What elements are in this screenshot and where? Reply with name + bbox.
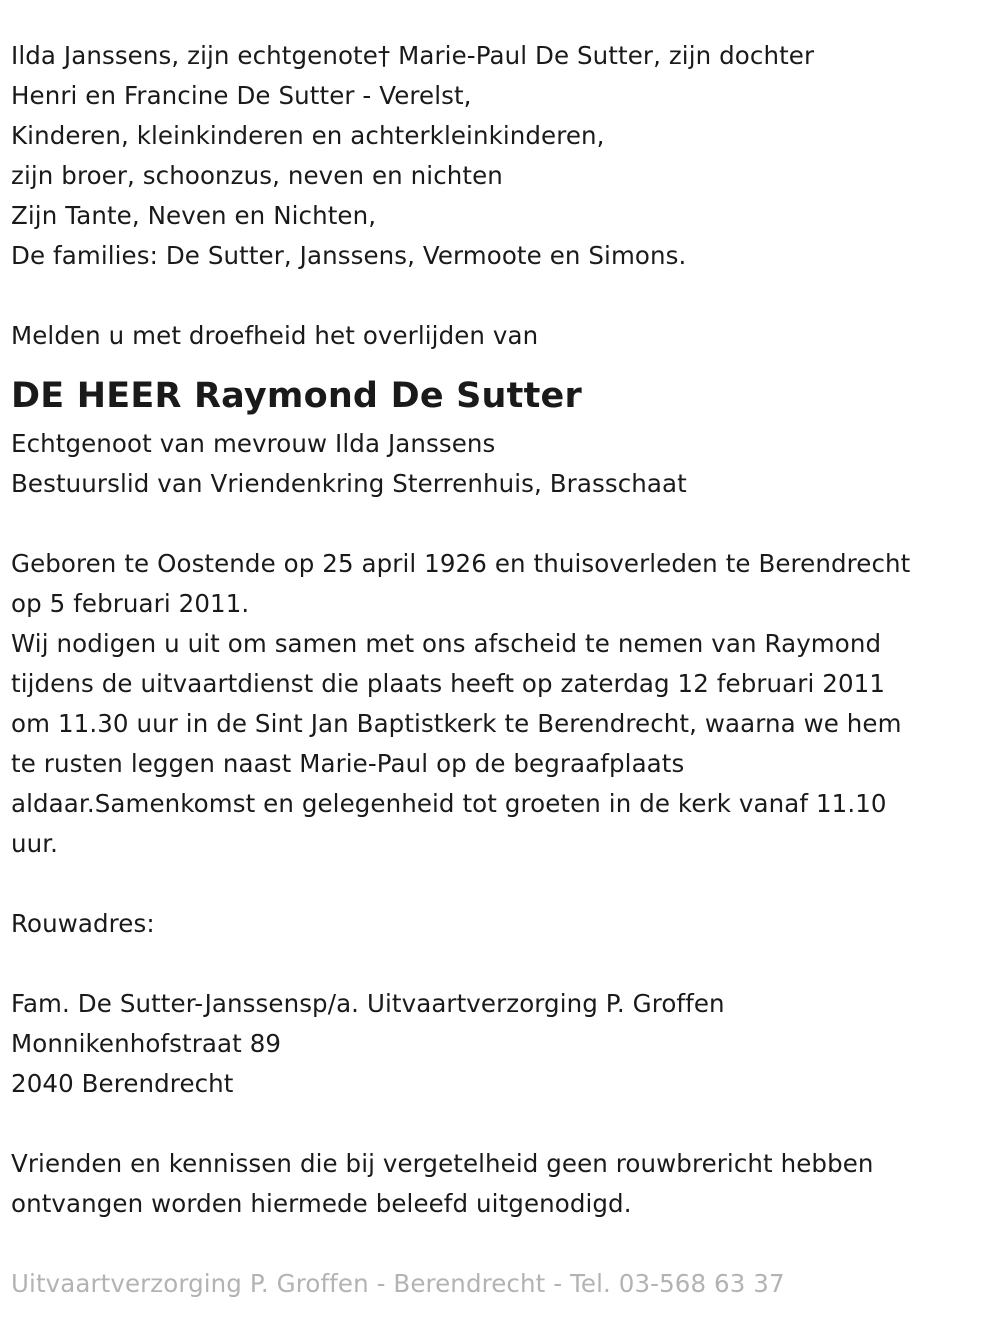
family-line-1: Ilda Janssens, zijn echtgenote† Marie-Paul De Sutter, zijn dochter <box>11 41 815 70</box>
details-line-1: Geboren te Oostende op 25 april 1926 en thuisoverleden te Berendrecht <box>11 549 911 578</box>
funeral-home-footer: Uitvaartverzorging P. Groffen - Berendrecht - Tel. 03-568 63 37 <box>11 1269 785 1298</box>
spacer <box>11 1104 991 1144</box>
family-line-2: Henri en Francine De Sutter - Verelst, <box>11 81 472 110</box>
family-line-5: Zijn Tante, Neven en Nichten, <box>11 201 377 230</box>
spacer <box>11 864 991 904</box>
details-line-2: op 5 februari 2011. <box>11 589 250 618</box>
deceased-role: Bestuurslid van Vriendenkring Sterrenhuis, Brasschaat <box>11 469 687 498</box>
address-heading: Rouwadres: <box>11 909 155 938</box>
deceased-name: DE HEER Raymond De Sutter <box>11 376 582 416</box>
address-line-2: Monnikenhofstraat 89 <box>11 1029 282 1058</box>
address-line-3: 2040 Berendrecht <box>11 1069 234 1098</box>
closing-line-1: Vrienden en kennissen die bij vergetelheid geen rouwbrericht hebben <box>11 1149 874 1178</box>
announcement-text: Melden u met droefheid het overlijden van <box>11 321 539 350</box>
details-line-7: aldaar.Samenkomst en gelegenheid tot groeten in de kerk vanaf 11.10 <box>11 789 887 818</box>
closing-line-2: ontvangen worden hiermede beleefd uitgenodigd. <box>11 1189 632 1218</box>
spacer <box>11 276 991 316</box>
details-line-3: Wij nodigen u uit om samen met ons afscheid te nemen van Raymond <box>11 629 882 658</box>
family-line-6: De families: De Sutter, Janssens, Vermoote en Simons. <box>11 241 687 270</box>
address-line-1: Fam. De Sutter-Janssensp/a. Uitvaartverzorging P. Groffen <box>11 989 725 1018</box>
obituary-notice <box>11 36 991 1304</box>
family-line-3: Kinderen, kleinkinderen en achterkleinkinderen, <box>11 121 605 150</box>
deceased-relation: Echtgenoot van mevrouw Ilda Janssens <box>11 429 496 458</box>
family-line-4: zijn broer, schoonzus, neven en nichten <box>11 161 503 190</box>
details-line-5: om 11.30 uur in de Sint Jan Baptistkerk te Berendrecht, waarna we hem <box>11 709 902 738</box>
spacer <box>11 504 991 544</box>
spacer <box>11 944 991 984</box>
details-line-8: uur. <box>11 829 59 858</box>
spacer <box>11 1224 991 1264</box>
details-line-6: te rusten leggen naast Marie-Paul op de begraafplaats <box>11 749 685 778</box>
details-line-4: tijdens de uitvaartdienst die plaats heeft op zaterdag 12 februari 2011 <box>11 669 886 698</box>
